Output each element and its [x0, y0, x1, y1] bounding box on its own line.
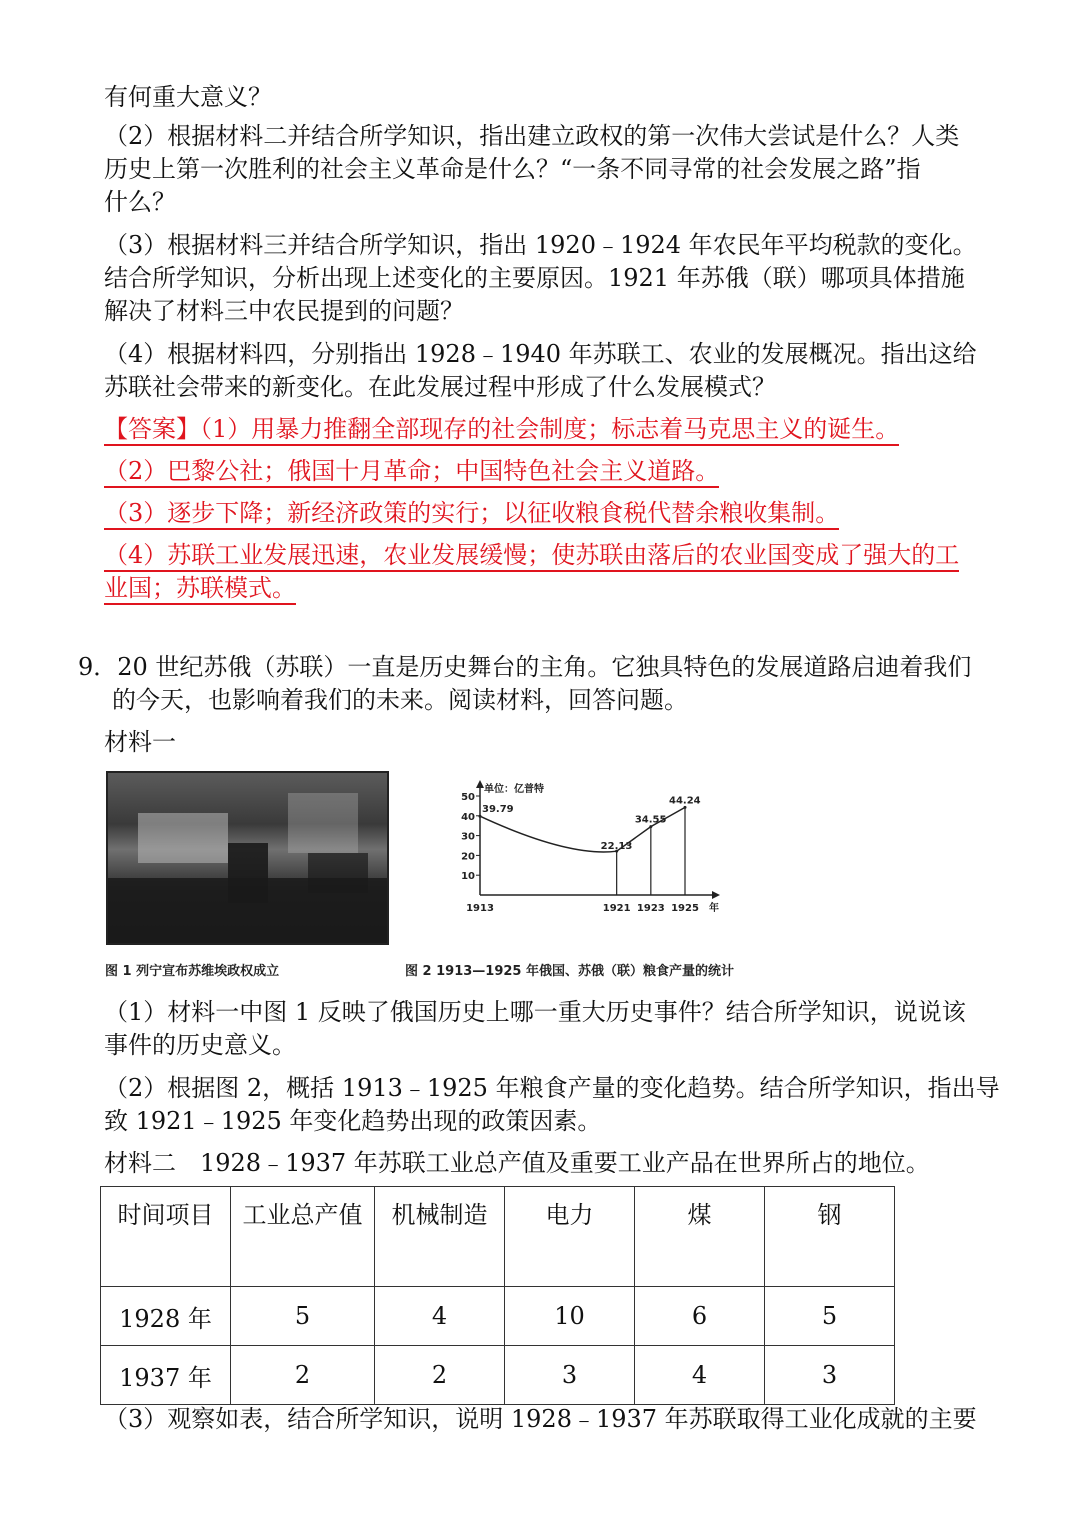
figure-1-caption: 图 1 列宁宣布苏维埃政权成立	[105, 964, 280, 979]
y-tick-label: 10	[461, 871, 475, 883]
question-text: 历史上第一次胜利的社会主义革命是什么？“一条不同寻常的社会发展之路”指	[104, 155, 921, 183]
material-label: 材料二 1928﹣1937 年苏联工业总产值及重要工业产品在世界所占的地位。	[104, 1149, 930, 1177]
x-tick-label: 1921	[602, 903, 631, 914]
figure-2-caption: 图 2 1913—1925 年俄国、苏俄（联）粮食产量的统计	[405, 964, 734, 979]
question-text: 事件的历史意义。	[104, 1031, 296, 1059]
table-cell: 5	[765, 1287, 895, 1346]
table-cell: 1937 年	[101, 1346, 231, 1405]
industry-table	[100, 1186, 895, 1405]
table-cell: 3	[505, 1346, 635, 1405]
data-label: 39.79	[482, 804, 514, 816]
table-cell: 4	[375, 1287, 505, 1346]
question-9-title: 9．20 世纪苏俄（苏联）一直是历史舞台的主角。它独具特色的发展道路启迪着我们	[78, 653, 972, 681]
question-text: 苏联社会带来的新变化。在此发展过程中形成了什么发展模式？	[104, 373, 776, 401]
answer-text: （3）逐步下降；新经济政策的实行；以征收粮食税代替余粮收集制。	[104, 499, 839, 530]
answer-text: （2）巴黎公社；俄国十月革命；中国特色社会主义道路。	[104, 457, 719, 488]
data-label: 44.24	[669, 795, 701, 807]
table-header-cell: 钢	[765, 1187, 895, 1287]
data-label: 22.13	[600, 841, 633, 853]
question-text: （4）根据材料四，分别指出 1928﹣1940 年苏联工、农业的发展概况。指出这给	[104, 340, 977, 368]
question-text: 致 1921﹣1925 年变化趋势出现的政策因素。	[104, 1107, 602, 1135]
table-cell: 2	[231, 1346, 375, 1405]
answer-text: 【答案】（1）用暴力推翻全部现存的社会制度；标志着马克思主义的诞生。	[104, 415, 899, 446]
answer-line	[104, 538, 959, 572]
y-tick-label: 50	[461, 792, 475, 803]
table-cell: 1928 年	[101, 1287, 231, 1346]
question-text: （3）根据材料三并结合所学知识，指出 1920﹣1924 年农民年平均税款的变化。	[104, 231, 977, 259]
question-text: （1）材料一中图 1 反映了俄国历史上哪一重大历史事件？结合所学知识，说说该	[104, 998, 966, 1026]
table-row	[101, 1287, 895, 1346]
table-cell: 3	[765, 1346, 895, 1405]
table-cell: 2	[375, 1346, 505, 1405]
question-text: 解决了材料三中农民提到的问题？	[104, 297, 464, 325]
table-cell: 4	[635, 1346, 765, 1405]
material-label: 材料一	[104, 728, 176, 756]
y-tick-label: 20	[461, 851, 475, 863]
table-header-cell: 机械制造	[375, 1187, 505, 1287]
question-9-text: 的今天，也影响着我们的未来。阅读材料，回答问题。	[112, 686, 688, 714]
question-text: （2）根据材料二并结合所学知识，指出建立政权的第一次伟大尝试是什么？人类	[104, 122, 960, 150]
table-header-cell: 电力	[505, 1187, 635, 1287]
x-tick-label: 1925	[671, 903, 699, 914]
question-text: 有何重大意义？	[104, 83, 272, 111]
table-header-cell: 工业总产值	[231, 1187, 375, 1287]
y-axis-arrow	[476, 780, 484, 788]
data-label: 34.55	[634, 814, 667, 826]
table-header-row	[101, 1187, 895, 1287]
answer-line	[104, 571, 296, 605]
grain-output-chart	[450, 780, 730, 930]
x-tick-label: 1923	[636, 903, 665, 914]
question-text: 什么？	[104, 188, 176, 216]
table-row	[101, 1346, 895, 1405]
table-header-cell: 煤	[635, 1187, 765, 1287]
unit-label: 单位：亿普特	[484, 784, 544, 795]
answer-text: （4）苏联工业发展迅速，农业发展缓慢；使苏联由落后的农业国变成了强大的工	[104, 541, 959, 572]
table-cell: 5	[231, 1287, 375, 1346]
answer-line	[104, 454, 719, 488]
answer-line	[104, 496, 839, 530]
table-cell: 6	[635, 1287, 765, 1346]
answer-text: 业国；苏联模式。	[104, 574, 296, 605]
table-header-cell: 时间项目	[101, 1187, 231, 1287]
x-tick-label: 1913	[466, 903, 494, 914]
question-text: （2）根据图 2，概括 1913﹣1925 年粮食产量的变化趋势。结合所学知识，指出导	[104, 1074, 1000, 1102]
x-unit-label: 年	[709, 903, 719, 914]
table-cell: 10	[505, 1287, 635, 1346]
question-text: 结合所学知识，分析出现上述变化的主要原因。1921 年苏俄（联）哪项具体措施	[104, 264, 965, 292]
lenin-photo	[106, 771, 389, 945]
y-tick-label: 40	[461, 811, 475, 823]
y-tick-label: 30	[461, 831, 475, 843]
x-axis-arrow	[712, 891, 720, 899]
answer-line	[104, 412, 899, 446]
question-text: （3）观察如表，结合所学知识，说明 1928﹣1937 年苏联取得工业化成就的主要	[104, 1405, 977, 1433]
